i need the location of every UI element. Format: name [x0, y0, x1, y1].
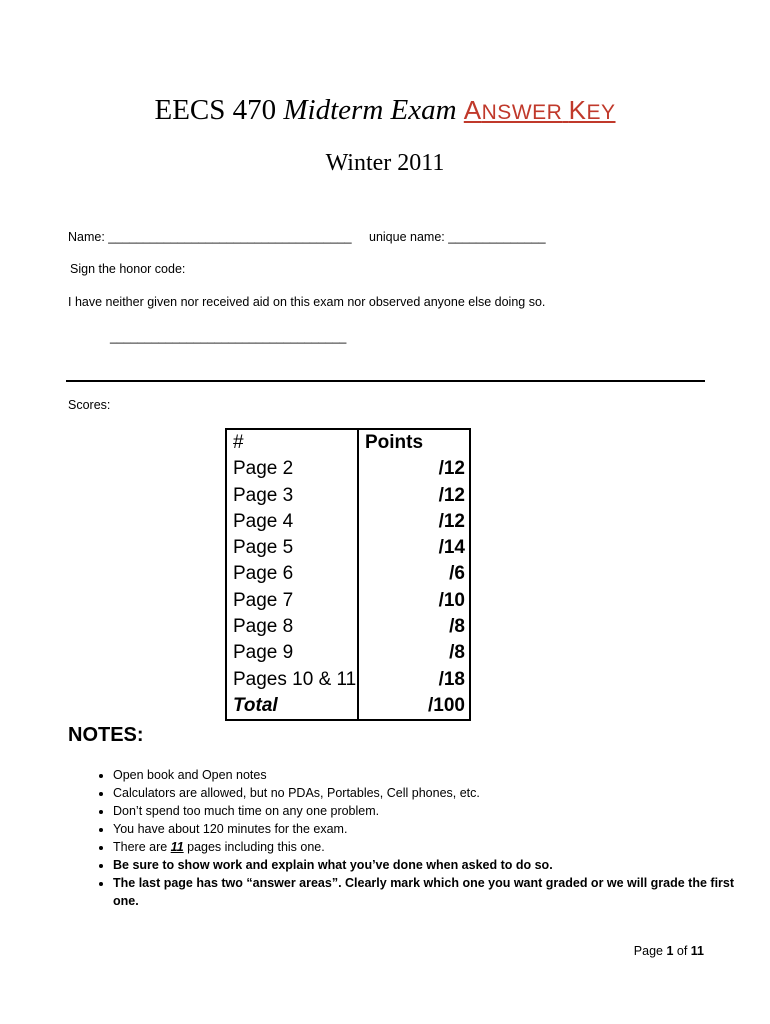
exam-name: Midterm Exam — [283, 94, 457, 126]
table-row-page: Page 2 — [233, 458, 294, 480]
notes-list — [68, 766, 753, 910]
table-row-page: Page 3 — [233, 484, 294, 506]
table-row-points: /8 — [449, 616, 465, 638]
table-row-points: /10 — [438, 589, 465, 611]
list-item: • You have about 120 minutes for the exam. — [113, 820, 753, 838]
table-row-page: Page 7 — [233, 589, 294, 611]
list-item: • The last page has two “answer areas”. Clearly mark which one you want graded or we will grade the first one. — [113, 874, 753, 910]
table-row-page: Pages 10 & 11 — [233, 668, 357, 690]
scores-label: Scores: — [68, 398, 111, 412]
table-row-points: /12 — [438, 458, 465, 480]
table-row-page: Page 8 — [233, 616, 294, 638]
list-item: • Open book and Open notes — [113, 766, 753, 784]
course-code: EECS 470 — [154, 94, 277, 126]
notes-heading: NOTES: — [68, 724, 144, 746]
table-row-points: /12 — [438, 484, 465, 506]
table-row-page: Page 5 — [233, 537, 294, 559]
list-item: • Don’t spend too much time on any one problem. — [113, 802, 753, 820]
table-row-points: /6 — [449, 563, 465, 585]
table-row-points: /12 — [438, 510, 465, 532]
table-row-page: Page 4 — [233, 510, 294, 532]
list-item: • Calculators are allowed, but no PDAs, Portables, Cell phones, etc. — [113, 784, 753, 802]
table-row-page: Page 9 — [233, 642, 294, 664]
exam-title — [0, 94, 770, 127]
exam-term: Winter 2011 — [325, 150, 445, 176]
table-row-total-label: Total — [233, 694, 278, 716]
table-row-points: /14 — [438, 537, 465, 559]
list-item: • Be sure to show work and explain what you’ve done when asked to do so. — [113, 856, 753, 874]
name-field[interactable]: Name: ___________________________________ — [68, 230, 352, 244]
page-number: Page 1 of 11 — [633, 944, 704, 958]
signature-line[interactable]: __________________________________ — [110, 330, 347, 344]
unique-name-field[interactable]: unique name: ______________ — [369, 230, 546, 244]
table-row-points: /18 — [438, 668, 465, 690]
sign-honor-code-label: Sign the honor code: — [70, 262, 186, 276]
table-row-points: /8 — [449, 642, 465, 664]
honor-statement: I have neither given nor received aid on this exam nor observed anyone else doing so. — [68, 295, 546, 309]
scores-table — [225, 428, 471, 721]
col-header-page: # — [233, 432, 244, 453]
table-row-page: Page 6 — [233, 563, 294, 585]
list-item: • There are 11 pages including this one. — [113, 838, 753, 856]
col-header-points: Points — [365, 432, 424, 453]
answer-key-label: ANSWER KEY — [463, 95, 616, 125]
page-count: 11 — [170, 840, 184, 854]
page-column — [226, 429, 358, 720]
section-divider — [66, 380, 705, 382]
points-column — [358, 429, 470, 720]
table-row-total-points: /100 — [428, 694, 465, 716]
